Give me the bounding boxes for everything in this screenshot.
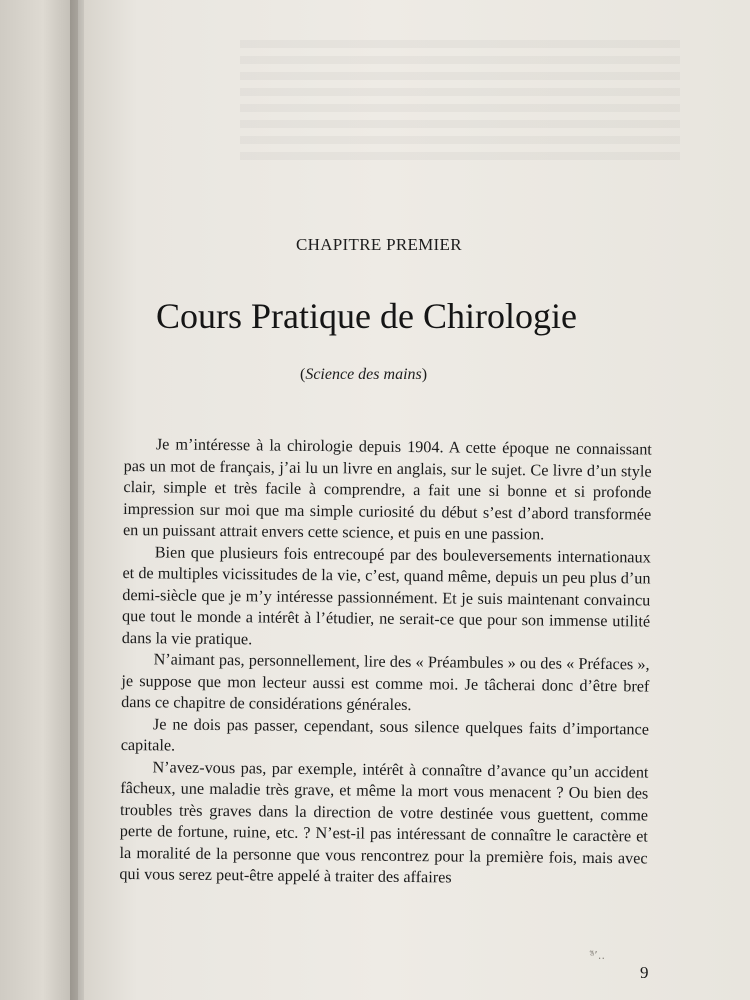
subtitle-close-paren: ) — [421, 366, 428, 383]
page-number: 9 — [640, 963, 649, 982]
paragraph-4: Je ne dois pas passer, cependant, sous silence quelques faits d’importance capitale. — [120, 714, 650, 755]
chapter-subtitle — [300, 366, 427, 384]
body-text — [119, 434, 652, 891]
pencil-mark: ᵃ̃’‥ — [590, 949, 606, 962]
paragraph-5: N’avez-vous pas, par exemple, intérêt à connaître d’avance qu’un accident fâcheux, une maladie très grave, et même la mort vous menacent ? Ou bien des troubles très graves dans la direction de votre destinée vous guettent, comme perte de fortune, ruine, etc. ? N’est-il pas intéressant de connaître le caractère et la moralité de la personne que vous rencontrez pour la première fois, mais avec qui vous serez peut-être appelé à traiter des affaires — [119, 757, 649, 887]
chapter-label: CHAPITRE PREMIER — [296, 235, 462, 254]
facing-page-edge — [0, 0, 78, 1000]
subtitle-open-paren: ( — [300, 366, 306, 383]
subtitle-text: Science des mains — [305, 366, 422, 383]
paragraph-1: Je m’intéresse à la chirologie depuis 1904. A cette époque ne connaissant pas un mot de français, j’ai lu un livre en anglais, sur le sujet. Ce livre d’un style clair, simple et très facile à comprendre, a fait une si bonne et si profonde impression sur moi que ma simple curiosité du début s’est d’abord transformée en un puissant attrait envers cette science, et puis en une passion. — [122, 435, 652, 544]
chapter-title: Cours Pratique de Chirologie — [156, 296, 577, 336]
paragraph-2: Bien que plusieurs fois entrecoupé par des bouleversements internationaux et de multiples vicissitudes de la vie, c’est, quand même, depuis un peu plus d’un demi-siècle que je m’y intéresse passionnément. Et je suis maintenant convaincu que tout le monde a intérêt à l’étudier, ne serait-ce que pour son immense utilité dans la vie pratique. — [121, 542, 651, 648]
paragraph-3: N’aimant pas, personnellement, lire des « Préambules » ou des « Préfaces », je suppose que mon lecteur aussi est comme moi. Je tâcherai donc d’être bref dans ce chapitre de considérations générales. — [121, 650, 650, 715]
bleed-through-text — [240, 40, 680, 160]
